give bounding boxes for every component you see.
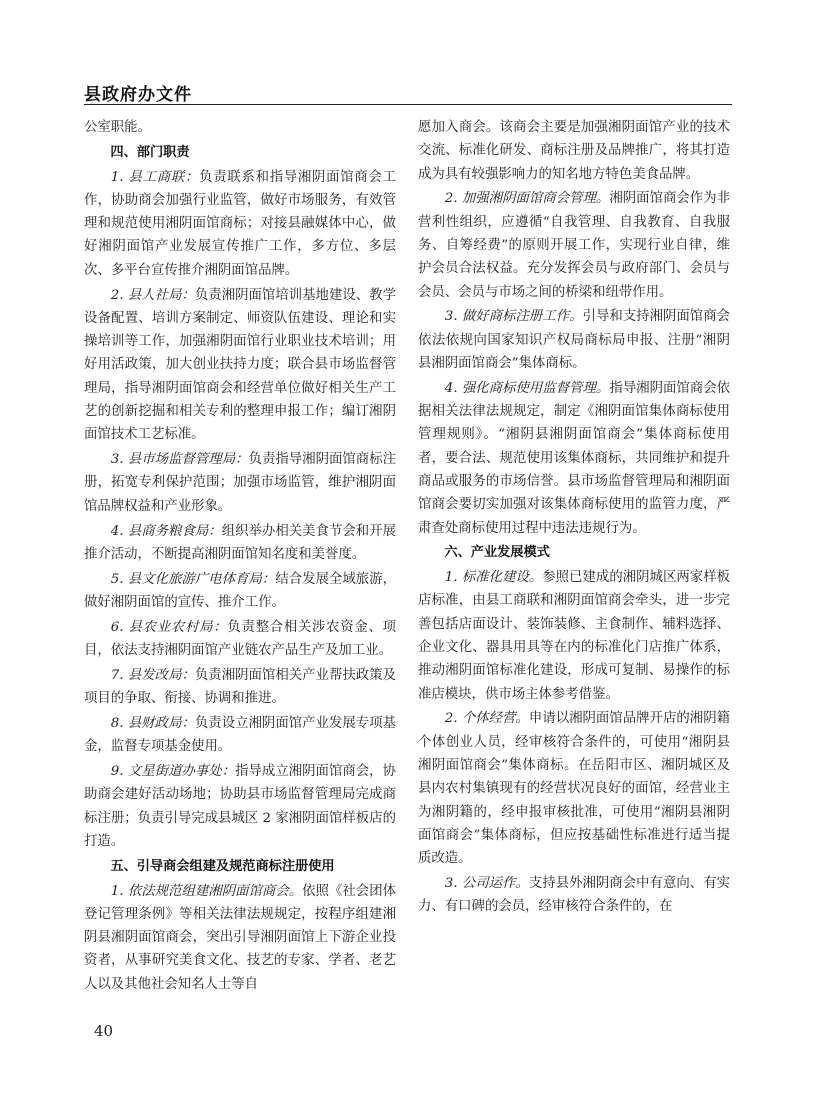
guide-item-2 xyxy=(418,187,730,303)
guide-item-3 xyxy=(418,305,730,375)
duty-item-6 xyxy=(84,616,396,663)
item-lead: 3. 公司运作。 xyxy=(444,876,529,891)
duty-item-1 xyxy=(84,166,396,282)
item-lead: 2. 个体经营。 xyxy=(444,711,529,727)
item-text: 负责联系和指导湘阴面馆商会工作，协助商会加强行业监管，做好市场服务，有效管理和规范使用湘阴面馆商标；对接县融媒体中心，做好湘阴面馆产业发展宣传推广工作，多方位、多层次、多平台宣传推介湘阴面馆品牌。 xyxy=(84,169,396,278)
duty-item-4 xyxy=(84,520,396,567)
section-heading-6: 六、产业发展模式 xyxy=(444,545,550,561)
mode-item-3 xyxy=(418,872,730,919)
mode-item-1 xyxy=(418,566,730,706)
item-text: 指导成立湘阴面馆商会，协助商会建好活动场地；协助县市场监督管理局完成商标注册；负责引导完成县城区 2 家湘阴面馆样板店的打造。 xyxy=(84,764,396,849)
item-text: 湘阴面馆商会作为非营利性组织，应遵循“自我管理、自我教育、自我服务、自筹经费”的原则开展工作，实现行业自律，维护会员合法权益。充分发挥会员与政府部门、会员与会员、会员与市场之间的桥梁和纽带作用。 xyxy=(418,191,730,300)
mode-item-2 xyxy=(418,707,730,870)
item-lead: 2. 县人社局： xyxy=(110,287,195,303)
item-text: 负责湘阴面馆培训基地建设、教学设备配置、培训方案制定、师资队伍建设、理论和实操培训等工作，加强湘阴面馆行业职业技术培训；用好用活政策，加大创业扶持力度；联合县市场监督管理局，指导湘阴面馆商会和经营单位做好相关生产工艺的创新挖掘和相关专利的整理申报工作；编订湘阴面馆技术工艺标准。 xyxy=(84,287,396,443)
section-heading-4: 四、部门职责 xyxy=(110,144,190,160)
right-column xyxy=(418,116,730,1035)
item-text: 负责湘阴面馆相关产业帮扶政策及项目的争取、衔接、协调和推进。 xyxy=(84,667,396,707)
header-rule xyxy=(84,104,732,105)
item-lead: 4. 县商务粮食局： xyxy=(110,523,222,539)
item-lead: 3. 县市场监督管理局： xyxy=(110,452,249,468)
item-text: 组织举办相关美食节会和开展推介活动，不断提高湘阴面馆知名度和美誉度。 xyxy=(84,523,396,562)
item-lead: 8. 县财政局： xyxy=(110,715,195,731)
duty-item-3 xyxy=(84,448,396,518)
item-lead: 4. 强化商标使用监督管理。 xyxy=(444,380,610,396)
item-text: 参照已建成的湘阴城区两家样板店标准，由县工商联和湘阴面馆商会牵头，进一步完善包括店面设计、装饰装修、主食制作、辅料选择、企业文化、器具用具等在内的标准化门店推广体系，推动湘阴面馆标准化建设，形成可复制、易操作的标准店模块，供市场主体参考借鉴。 xyxy=(418,570,730,702)
guide-item-1 xyxy=(84,880,396,996)
item-lead: 9. 文星街道办事处： xyxy=(110,764,236,780)
header-title: 县政府办文件 xyxy=(84,85,192,105)
item-text: 依照《社会团体登记管理条例》等相关法律法规规定，按程序组建湘阴县湘阴面馆商会，突出引导湘阴面馆上下游企业投资者，从事研究美食文化、技艺的专家、学者、老艺人以及其他社会知名人士等自 xyxy=(84,883,396,992)
paragraph-continuation: 公室职能。 xyxy=(84,120,151,135)
page-number: 40 xyxy=(94,1022,114,1040)
duty-item-9 xyxy=(84,760,396,853)
guide-item-4 xyxy=(418,377,730,540)
item-lead: 1. 标准化建设。 xyxy=(444,570,543,586)
item-text: 支持县外湘阴商会中有意向、有实力、有口碑的会员，经审核符合条件的，在 xyxy=(418,876,730,915)
section-heading-5: 五、引导商会组建及规范商标注册使用 xyxy=(110,858,335,874)
item-text: 申请以湘阴面馆品牌开店的湘阴籍个体创业人员，经审核符合条件的，可使用“湘阴县湘阴面馆商会”集体商标。在岳阳市区、湘阴城区及县内农村集镇现有的经营状况良好的面馆，经营业主为湘阴籍的，经申报审核批准，可使用“湘阴县湘阴面馆商会”集体商标，但应按基础性标准进行适当提质改造。 xyxy=(418,711,730,867)
item-lead: 1. 依法规范组建湘阴面馆商会。 xyxy=(110,883,303,899)
paragraph-continuation: 愿加入商会。该商会主要是加强湘阴面馆产业的技术交流、标准化研发、商标注册及品牌推广，将其打造成为具有较强影响力的知名地方特色美食品牌。 xyxy=(418,120,730,182)
item-lead: 1. 县工商联： xyxy=(110,169,200,185)
item-text: 负责设立湘阴面馆产业发展专项基金，监督专项基金使用。 xyxy=(84,715,396,755)
duty-item-7 xyxy=(84,664,396,711)
duty-item-8 xyxy=(84,712,396,759)
item-lead: 5. 县文化旅游广电体育局： xyxy=(110,571,276,587)
duty-item-2 xyxy=(84,284,396,447)
item-text: 负责整合相关涉农资金、项目，依法支持湘阴面馆产业链农产品生产及加工业。 xyxy=(84,619,396,659)
item-text: 负责指导湘阴面馆商标注册，拓宽专利保护范围；加强市场监管，维护湘阴面馆品牌权益和产业形象。 xyxy=(84,452,396,514)
item-lead: 7. 县发改局： xyxy=(110,667,195,683)
item-lead: 2. 加强湘阴面馆商会管理。 xyxy=(444,191,610,207)
left-column xyxy=(84,116,396,1011)
item-text: 指导湘阴面馆商会依据相关法律法规规定，制定《湘阴面馆集体商标使用管理规则》。“湘阴县湘阴面馆商会”集体商标使用者，要合法、规范使用该集体商标，共同维护和提升商品或服务的市场信誉。县市场监督管理局和湘阴面馆商会要切实加强对该集体商标使用的监管力度，严肃查处商标使用过程中违法违规行为。 xyxy=(418,380,730,536)
item-lead: 3. 做好商标注册工作。 xyxy=(444,309,583,325)
item-lead: 6. 县农业农村局： xyxy=(110,619,228,635)
item-text: 结合发展全域旅游，做好湘阴面馆的宣传、推介工作。 xyxy=(84,571,396,610)
item-text: 引导和支持湘阴面馆商会依法依规向国家知识产权局商标局申报、注册“湘阴县湘阴面馆商会”集体商标。 xyxy=(418,309,730,371)
duty-item-5 xyxy=(84,568,396,615)
